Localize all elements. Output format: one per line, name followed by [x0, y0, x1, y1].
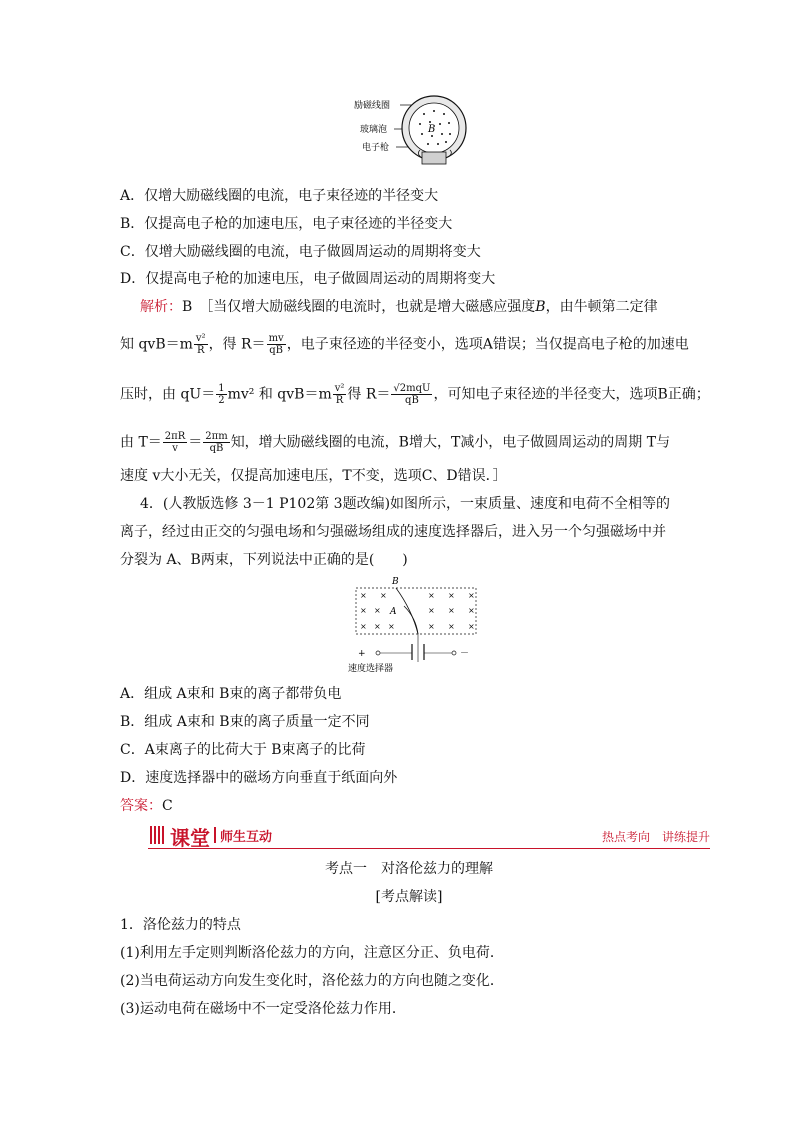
banner-separator	[214, 827, 216, 843]
fraction: $\frac{2\pi R}{v}$	[164, 431, 186, 454]
fraction: $\frac{\text{v²}}{R}$	[334, 383, 345, 406]
analysis-line-4	[120, 431, 670, 454]
label-coil: 励磁线圈	[354, 101, 391, 111]
analysis-text-4a: 由 T＝	[120, 434, 162, 451]
analysis-line-5: 速度 v大小无关，仅提高加速电压，T不变，选项C、D错误．］	[120, 468, 507, 484]
point-item-1: (1)利用左手定则判断洛伦兹力的方向，注意区分正、负电荷．	[120, 945, 504, 961]
q3-option-d: D．仅提高电子枪的加速电压，电子做圆周运动的周期将变大	[120, 271, 496, 287]
svg-text:×: ×	[360, 622, 367, 631]
analysis-text-2a: 知 qvB＝m	[120, 336, 193, 353]
label-bulb: 玻璃泡	[360, 125, 388, 135]
analysis-text-1: ［当仅增大励磁线圈的电流时，也就是增大磁感应强度	[206, 299, 536, 315]
analysis-text-3a: 压时，由 qU＝	[120, 386, 216, 403]
svg-text:×: ×	[374, 622, 381, 631]
banner-subtitle: 师生互动	[220, 830, 273, 845]
svg-text:×: ×	[388, 622, 395, 631]
q4-answer	[120, 796, 173, 816]
analysis-text-1b: ，由牛顿第二定律	[545, 299, 658, 315]
analysis-label: 解析：	[140, 299, 182, 315]
fraction: $\frac{1}{2}$	[218, 383, 225, 406]
fraction: $\frac{\text{v²}}{R}$	[195, 333, 206, 356]
analysis-text-2b: ，得 R＝	[208, 336, 266, 353]
section-subheading: [考点解读]	[375, 889, 443, 905]
q4-option-a: A．组成 A束和 B束的离子都带负电	[120, 686, 342, 702]
label-A: A	[390, 607, 397, 617]
svg-text:×: ×	[448, 591, 455, 600]
electron-tube-figure	[350, 94, 480, 166]
analysis-text-4b: ＝	[188, 434, 203, 451]
svg-text:×: ×	[374, 606, 381, 615]
analysis-line-1: 解析：B ［当仅增大励磁线圈的电流时，也就是增大磁感应强度B，由牛顿第二定律	[140, 299, 658, 315]
svg-text:×: ×	[448, 622, 455, 631]
analysis-line-2	[120, 333, 689, 356]
point-title: 1．洛伦兹力的特点	[120, 917, 241, 933]
fraction: $\frac{2\pi m}{qB}$	[205, 431, 228, 454]
figure-caption: 速度选择器	[348, 664, 394, 674]
svg-text:×: ×	[428, 606, 435, 615]
svg-text:×: ×	[468, 622, 475, 631]
banner-right-text: 热点考向 讲练提升	[601, 830, 710, 844]
label-plus: +	[358, 649, 366, 659]
label-minus: －	[460, 649, 470, 659]
banner-stripes	[150, 826, 164, 844]
analysis-line-3	[120, 383, 710, 406]
banner-title: 课堂	[170, 826, 210, 850]
answer-label: 答案：	[120, 798, 162, 814]
analysis-text-2c: ，电子束径迹的半径变小，选项A错误；当仅提高电子枪的加速电	[286, 336, 689, 353]
q4-stem-line-2: 离子，经过由正交的匀强电场和匀强磁场组成的速度选择器后，进入另一个匀强磁场中并	[120, 524, 666, 540]
section-heading: 考点一 对洛伦兹力的理解	[325, 861, 493, 877]
svg-text:×: ×	[380, 591, 387, 600]
q4-stem-line-1: 4．(人教版选修 3－1 P102第 3题改编)如图所示，一束质量、速度和电荷不全相等的	[140, 496, 671, 512]
q3-option-c: C．仅增大励磁线圈的电流，电子做圆周运动的周期将变大	[120, 244, 481, 260]
q3-option-b: B．仅提高电子枪的加速电压，电子束径迹的半径变大	[120, 216, 453, 232]
point-item-2: (2)当电荷运动方向发生变化时，洛伦兹力的方向也随之变化．	[120, 973, 504, 989]
svg-text:×: ×	[468, 591, 475, 600]
analysis-text-3b: mv² 和 qvB＝m	[227, 386, 332, 403]
velocity-selector-figure	[340, 574, 490, 674]
answer-value: C	[162, 798, 173, 814]
label-gun: 电子枪	[362, 143, 390, 153]
q4-option-d: D．速度选择器中的磁场方向垂直于纸面向外	[120, 770, 398, 786]
svg-text:×: ×	[360, 591, 367, 600]
section-banner	[148, 822, 710, 852]
analysis-text-3c: 得 R＝	[347, 386, 391, 403]
magnetic-field-crosses	[360, 591, 475, 631]
fraction: $\frac{mv}{qB}$	[268, 333, 284, 356]
q4-option-c: C．A束离子的比荷大于 B束离子的比荷	[120, 742, 366, 758]
point-item-3: (3)运动电荷在磁场中不一定受洛伦兹力作用．	[120, 1001, 406, 1017]
svg-text:×: ×	[428, 591, 435, 600]
symbol-B: B	[428, 124, 436, 135]
label-B: B	[392, 577, 399, 587]
q4-option-b: B．组成 A束和 B束的离子质量一定不同	[120, 714, 370, 730]
analysis-text-4c: 知，增大励磁线圈的电流，B增大，T减小，电子做圆周运动的周期 T与	[230, 434, 671, 451]
fraction: $\frac{\text{√2mqU}}{qB}$	[393, 383, 431, 406]
analysis-text-3d: ，可知电子束径迹的半径变大，选项B正确；	[433, 386, 710, 403]
svg-text:×: ×	[428, 622, 435, 631]
svg-text:×: ×	[360, 606, 367, 615]
svg-text:×: ×	[448, 606, 455, 615]
q3-option-a: A．仅增大励磁线圈的电流，电子束径迹的半径变大	[120, 188, 439, 204]
q4-stem-line-3: 分裂为 A、B两束，下列说法中正确的是( )	[120, 552, 408, 568]
analysis-answer: B	[182, 299, 193, 315]
svg-text:×: ×	[468, 606, 475, 615]
